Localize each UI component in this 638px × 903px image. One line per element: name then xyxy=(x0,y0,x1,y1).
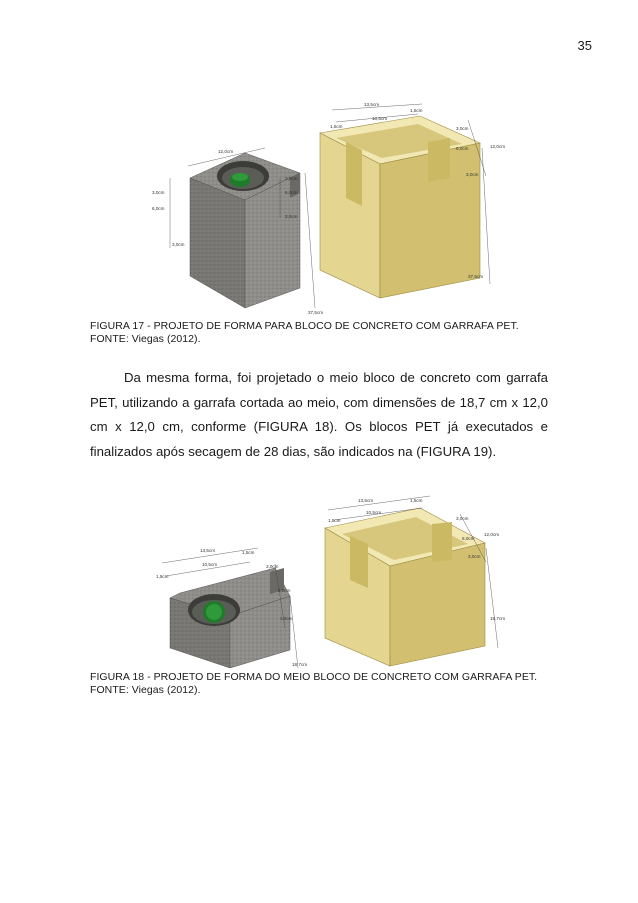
svg-text:6,0cm: 6,0cm xyxy=(462,536,475,541)
svg-text:6,0cm: 6,0cm xyxy=(285,190,298,195)
body-paragraph: Da mesma forma, foi projetado o meio bloco de concreto com garrafa PET, utilizando a garrafa cortada ao meio, com dimensões de 18,7 cm x 12,0 cm x 12,0 cm, conforme (FIGURA 18). Os blocos PET já executados e finalizados após secagem de 28 dias, são indicados na (FIGURA 19). xyxy=(90,370,548,459)
svg-text:3,0cm: 3,0cm xyxy=(456,126,469,131)
svg-text:13,5cm: 13,5cm xyxy=(200,548,216,553)
figure-18-caption xyxy=(90,671,537,696)
page-number: 35 xyxy=(577,38,592,53)
figure-18-title: FIGURA 18 - PROJETO DE FORMA DO MEIO BLOCO DE CONCRETO COM GARRAFA PET. xyxy=(90,671,538,683)
svg-text:3,0cm: 3,0cm xyxy=(285,214,298,219)
svg-text:3,0cm: 3,0cm xyxy=(466,172,479,177)
svg-text:1,5cm: 1,5cm xyxy=(330,124,343,129)
svg-text:1,5cm: 1,5cm xyxy=(410,108,423,113)
svg-text:6,0cm: 6,0cm xyxy=(456,146,469,151)
figure-17-caption xyxy=(90,320,519,345)
svg-text:3,0cm: 3,0cm xyxy=(266,564,279,569)
svg-text:3,0cm: 3,0cm xyxy=(456,516,469,521)
svg-text:12,0cm: 12,0cm xyxy=(484,532,500,537)
svg-text:1,5cm: 1,5cm xyxy=(156,574,169,579)
svg-text:6,0cm: 6,0cm xyxy=(152,206,165,211)
svg-text:3,0cm: 3,0cm xyxy=(172,242,185,247)
svg-text:1,5cm: 1,5cm xyxy=(410,498,423,503)
figure-17-image xyxy=(150,98,510,320)
svg-text:3,0cm: 3,0cm xyxy=(468,554,481,559)
svg-text:12,0cm: 12,0cm xyxy=(490,144,506,149)
svg-text:10,5cm: 10,5cm xyxy=(202,562,218,567)
figure-18-image xyxy=(150,488,530,670)
svg-text:13,5cm: 13,5cm xyxy=(358,498,374,503)
svg-text:1,5cm: 1,5cm xyxy=(242,550,255,555)
svg-text:3,0cm: 3,0cm xyxy=(285,176,298,181)
half-wooden-form xyxy=(325,508,485,666)
figure-17-source: FONTE: Viegas (2012). xyxy=(90,332,201,345)
half-concrete-block xyxy=(170,568,290,668)
svg-text:18,7cm: 18,7cm xyxy=(490,616,506,621)
wooden-form xyxy=(320,116,480,298)
svg-text:3,0cm: 3,0cm xyxy=(152,190,165,195)
svg-text:37,5cm: 37,5cm xyxy=(308,310,324,315)
figure-17-title: FIGURA 17 - PROJETO DE FORMA PARA BLOCO DE CONCRETO COM GARRAFA PET. xyxy=(90,320,519,332)
svg-text:6,0cm: 6,0cm xyxy=(278,588,291,593)
figure-18-source: FONTE: Viegas (2012). xyxy=(90,683,201,696)
svg-text:10,5cm: 10,5cm xyxy=(366,510,382,515)
svg-text:1,5cm: 1,5cm xyxy=(328,518,341,523)
svg-text:12,0cm: 12,0cm xyxy=(218,149,234,154)
svg-text:13,5cm: 13,5cm xyxy=(364,102,380,107)
concrete-block xyxy=(190,153,300,308)
svg-text:10,5cm: 10,5cm xyxy=(372,116,388,121)
svg-text:3,0cm: 3,0cm xyxy=(280,616,293,621)
svg-text:37,5cm: 37,5cm xyxy=(468,274,484,279)
svg-text:18,7cm: 18,7cm xyxy=(292,662,308,667)
